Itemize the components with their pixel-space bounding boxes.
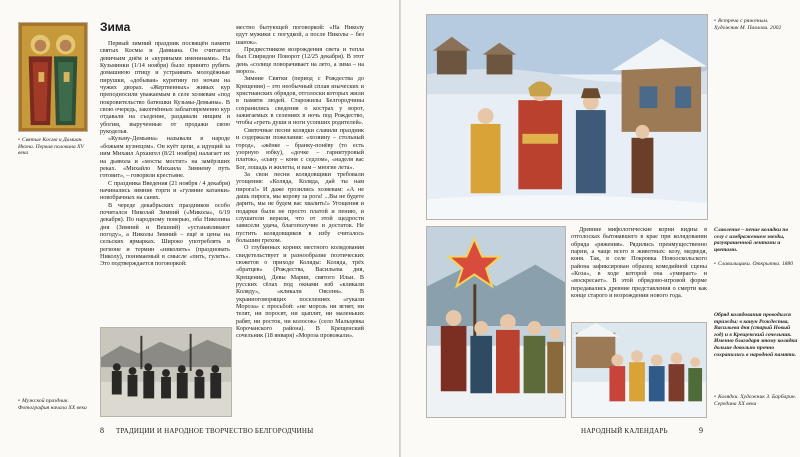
caption-bullet: • [18,137,20,143]
paragraph: Предвестником возрождения света и тепла был Спиридон Поворот (12/25 декабря). В этот день «солнце поворачивает на лето, а зима – на мороз». [236,46,364,76]
icon-caption [18,137,92,157]
paragraph: местно бытующей поговоркой: «На Николу едут мужики с погудкой, а после Николы – без шапок». [236,24,364,46]
painting-caption [714,18,794,31]
painting-caption-text: Встреча с ряженым. Художник М. Павлова. 2002 [714,18,782,31]
photo-caption [18,398,96,411]
left-column-1 [100,40,230,370]
slavlenie-credit [714,261,796,268]
paragraph: Святочные песни колядки славили праздник и содержали пожелания: «хозяину – стольный город», «жёнке – бранку-понёву (то есть узорную юбку), «дочке – гарнитуровый платок», «сыну – коня с седлом», «наделя вас Бог, лошадь и жилеты, и вам – многие лета». [236,126,364,171]
left-column-2 [236,24,364,422]
caption-bullet: • [714,394,716,400]
paragraph: Зимние Святки (период с Рождества до Крещения) – это необычный сплав языческих и христианских обрядов, отголоски которых жили в памяти людей. Старожилы Белгородчины сохранились сведения о кострах у ворот, зажигаемых в селениях в ночь под Рождество, чтобы «греть души и ноги усопших родителей». [236,75,364,127]
meeting-painting [426,14,708,220]
koliady-credit-text: Колядки. Художник З. Барбарин. Середина XX века [714,394,797,407]
right-footer-title: НАРОДНЫЙ КАЛЕНДАРЬ [581,427,668,435]
saints-icon-image [18,22,88,132]
paragraph: Древние мифологические корни видны в отголосках бытовавшего в крае при колядовании обряда «ряжения». Рядились преимущественно парни, а чаще всего в животных: козу, медведя, коня. Так, в селе Покровка Новооскольского района зафиксирован образец комедийной сцены «Коза», в ходе которой она «умирает» и «воскресает». В этой обрядово-игровой форме передавались древние представления о смерти как конце старого и возрождении нового года. [571,226,707,300]
left-page-number: 8 [100,426,104,435]
caption-bullet: • [18,398,20,404]
right-page-number: 9 [699,426,703,435]
koliady-credit [714,394,798,407]
koliady-note [714,312,798,358]
right-page [401,0,800,457]
caption-bullet: • [714,18,716,24]
paragraph: За свои песни колядовщики требовали угощения: «Коляда, Коляда, дай ты нам пирога!» И даже грозились хозяевам: «А не дашь пирога, мы корову за рога! ...Вы не будете дарить, мы не будем вас хвалить!» Угощения и подарки были не просто платой и пению, и слушатели верили, что от этой щедрости зависели удача, благополучие и достаток. Не пустить колядовщиков в избу считалось большим грехом. [236,170,364,244]
koliadki-painting [571,322,707,418]
slavlenie-caption [714,227,796,253]
photo-caption-text: Мужской праздник. Фотография начала XX века [18,398,87,411]
section-title: Зима [100,20,131,34]
slavilshchiki-postcard [426,226,566,418]
paragraph: С праздника Введения (21 ноября / 4 декабря) начинались зимние торги и «гуляние катанки» новобрачных на санях. [100,179,230,202]
left-footer-title: ТРАДИЦИИ И НАРОДНОЕ ТВОРЧЕСТВО БЕЛГОРОДЧИНЫ [116,427,314,435]
paragraph: О глубинных корнях местного колядования свидетельствует и разнообразие поэтических сюжетов о приходе Коляды: Коляда, трёх «братцев» (Рождества, Васильева дня, Крещения), Девы Марии, святого Ильи. В русских сёлах под окнами изб «кликали Коляду», «кликали Овсеня». В украиноговорящих поселениях «гукали Мороза» с просьбой: «не морозь ни ягнят, ни телят, ни поросят, ни цыплят, ни маленьких рабят, ни росток, ни колосок» (село Мальцевка Корочанского района). В Крещенский сочельник (18 января) «Мороза провожали». [236,244,364,340]
paragraph: «Кузьму-Демьяна» называли в народе «божьим кузнецом». Он куёт цепи, а идущий за ним Михаил Архангел (8/21 ноября) налагает их на дьявола и «мосты мостит» на замёрзших реках. «Михайло Михаила Зимнему путь готовит», – говорили крестьяне. [100,135,230,180]
left-page [0,0,399,457]
paragraph: В череде декабрьских праздников особо почитался Николай Зимний («Микола», 6/19 декабря). По народному поверью, оба Николина дня (Зимний и Вешний) «устанавливают погоду», а Николы Зимний – ещё и цены на сельских ярмарках. Широко употреблять в регионе и термин «николить» (праздновать Николу), понимаемый в смысле «пить, гулять». Это подтверждается поговоркой: [100,201,230,268]
koliady-note-text: Обряд колядования проводился трижды: в канун Рождества, Васильева дня (старый Новый год) и в Крещенский сочельник. Именно благодаря этому колядки дольше довольно прочно сохранились в народной памяти. [714,312,798,358]
caption-bullet: • [714,261,716,267]
men-holiday-photo [100,327,232,417]
slavlenie-caption-text: Славление – пение колядки по селу с изображением звезды, разукрашенной лентами и цветами. [714,227,789,253]
icon-caption-text: Святые Косма и Дамиан. Икона. Первая половина XV века [18,137,84,157]
paragraph: Первый зимний праздник посвящён памяти святых Космы и Дамиана. Он считается девичьим днём и «куриными именинами». На Кузьминки (1/14 ноября) было принято рубить домашнюю птицу и устраивать молодёжные пирушки, «добывая» курятину по ночам на чужих дворах. «Жертвенных» живых кур преподносили уважаемым в селе хозяевам «под покровительство батюшки Кузьмы-Демьяна». В свою очередь, закопчённых заблаговременно кур отдавали на съедение, раздавали нищим и убогим, вырученные от продажи свою рукоделья. [100,40,230,136]
slavlenie-credit-text: Славильщики. Открытка. 1880 [717,261,794,267]
right-column-text [571,226,707,321]
